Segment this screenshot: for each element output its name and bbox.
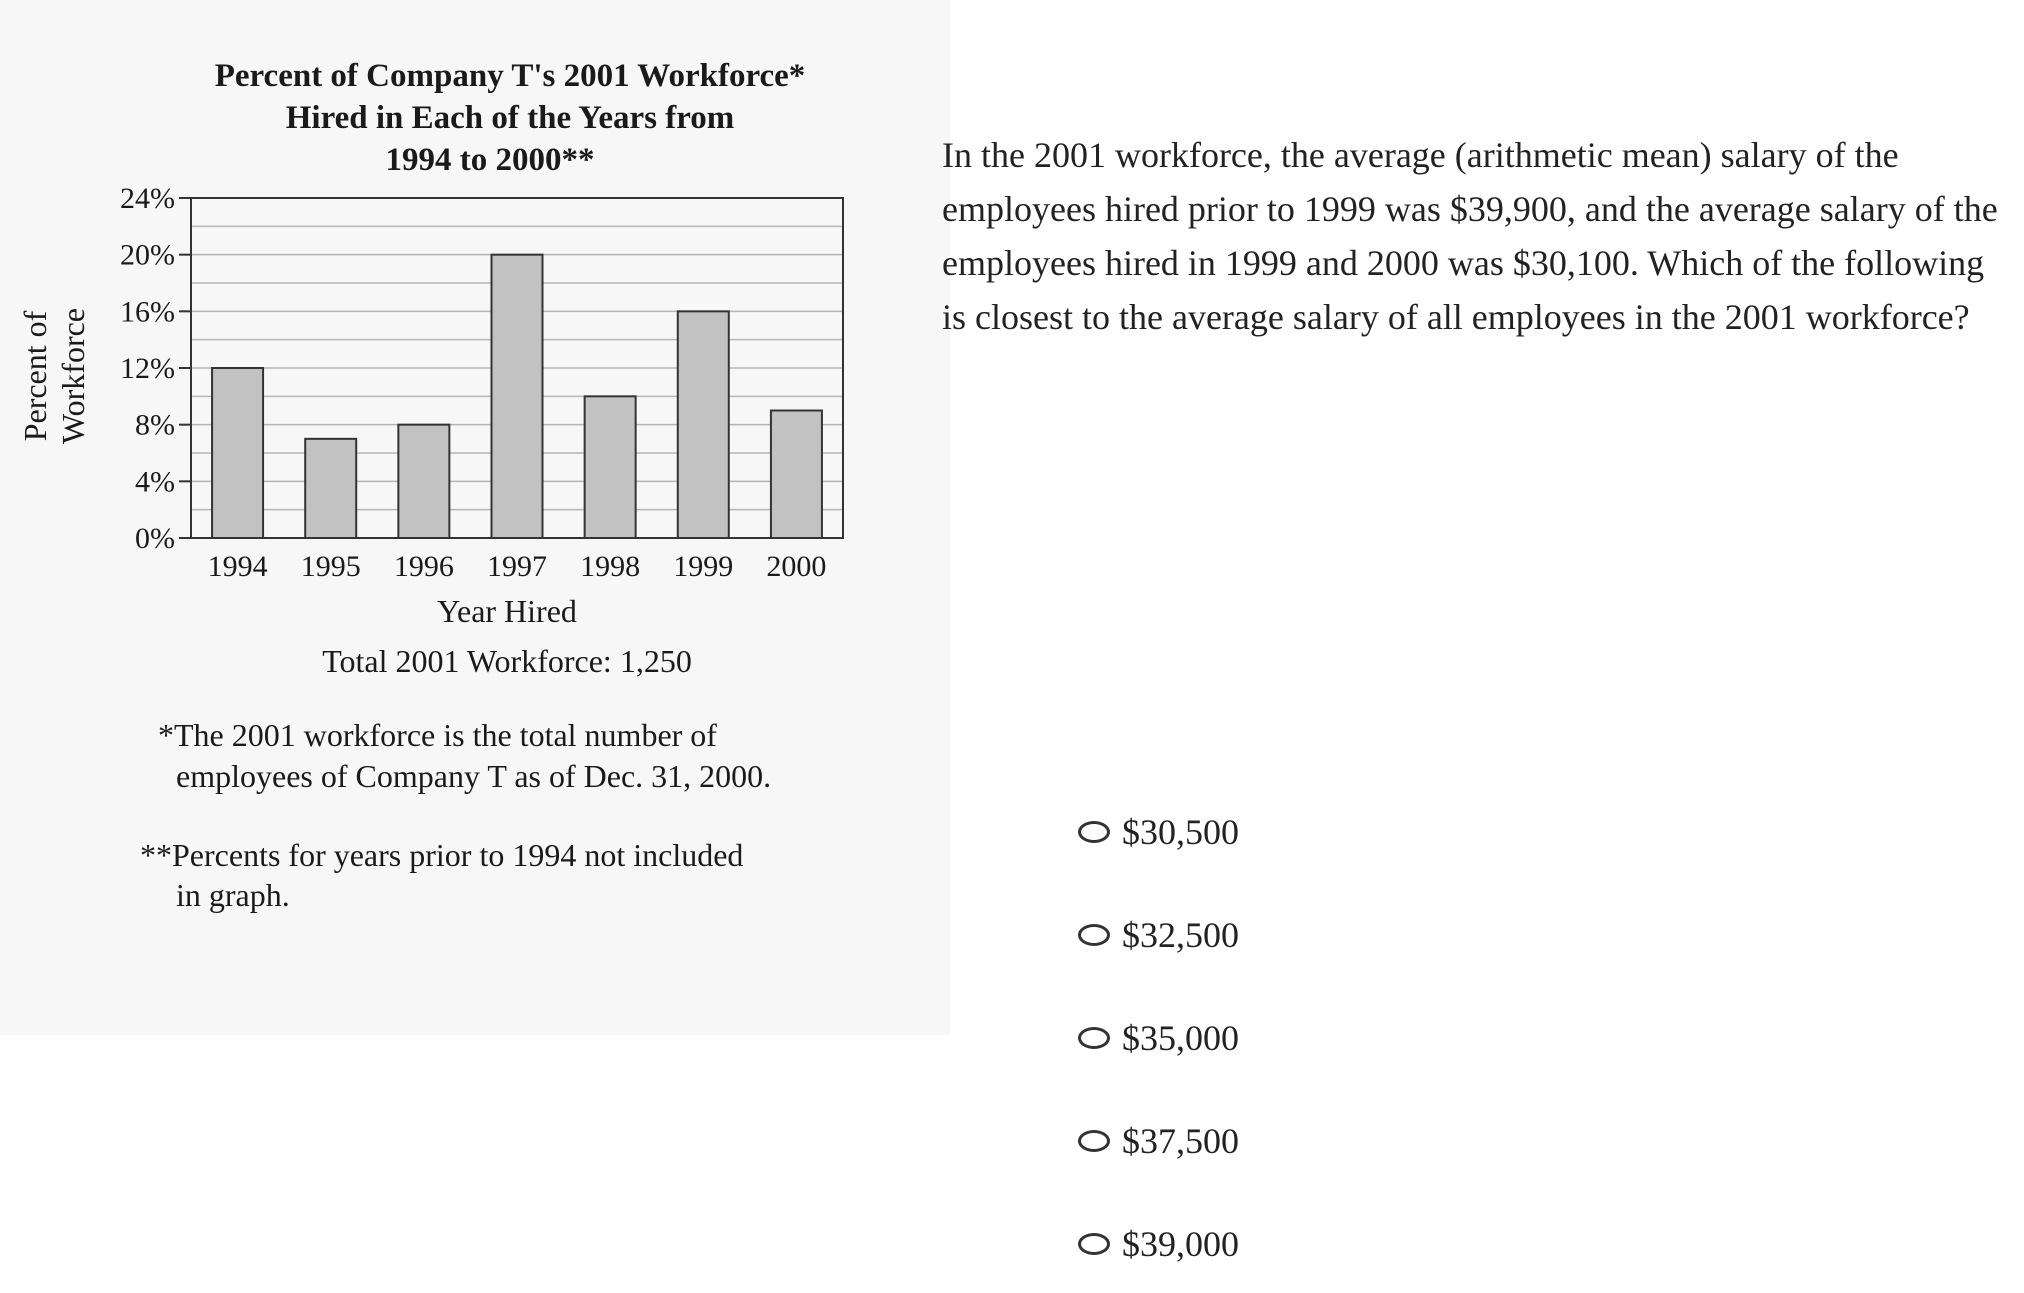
answer-option-label: $30,500 — [1122, 812, 1239, 852]
answer-option-label: $35,000 — [1122, 1018, 1239, 1058]
y-tick-label: 0% — [135, 522, 175, 555]
x-axis-label: Year Hired — [437, 593, 577, 629]
x-tick-label: 2000 — [766, 550, 827, 583]
radio-button-icon[interactable] — [1078, 1130, 1110, 1152]
x-tick-label: 1994 — [207, 550, 268, 583]
bar-2000 — [771, 411, 822, 539]
total-workforce-label: Total 2001 Workforce: 1,250 — [322, 643, 692, 679]
chart-title-line-2: Hired in Each of the Years from — [285, 100, 735, 136]
y-axis-label-line-1: Percent of — [17, 310, 53, 442]
y-axis-ticks — [120, 182, 191, 555]
x-tick-label: 1997 — [487, 550, 547, 583]
answer-option-2[interactable] — [1078, 907, 1239, 963]
chart-title-line-3: 1994 to 2000** — [385, 142, 595, 178]
footnote-2-line-1: **Percents for years prior to 1994 not included — [140, 837, 744, 873]
chart-figure — [0, 0, 950, 1035]
bar-1998 — [585, 396, 636, 538]
bar-1995 — [305, 439, 356, 538]
answer-option-label: $39,000 — [1122, 1224, 1239, 1264]
x-tick-label: 1999 — [673, 550, 734, 583]
y-tick-label: 16% — [120, 295, 175, 329]
y-tick-label: 24% — [120, 182, 175, 215]
chart-title-line-1: Percent of Company T's 2001 Workforce* — [214, 58, 806, 94]
footnote-1-line-2: employees of Company T as of Dec. 31, 2000. — [176, 758, 772, 794]
y-axis-label-line-2: Workforce — [55, 307, 91, 445]
answer-option-1[interactable] — [1078, 804, 1239, 860]
bar-1999 — [678, 311, 729, 538]
answer-option-5[interactable] — [1078, 1216, 1239, 1272]
y-tick-label: 4% — [135, 465, 175, 499]
radio-button-icon[interactable] — [1078, 1233, 1110, 1255]
answer-option-label: $37,500 — [1122, 1121, 1239, 1161]
radio-button-icon[interactable] — [1078, 924, 1110, 946]
y-tick-label: 8% — [135, 408, 175, 442]
bar-chart — [0, 0, 950, 1035]
x-tick-label: 1998 — [580, 550, 641, 583]
answer-option-4[interactable] — [1078, 1113, 1239, 1169]
x-tick-label: 1995 — [300, 550, 361, 583]
radio-button-icon[interactable] — [1078, 1027, 1110, 1049]
x-axis-ticks — [208, 550, 827, 583]
answer-option-label: $32,500 — [1122, 915, 1239, 955]
radio-button-icon[interactable] — [1078, 821, 1110, 843]
bar-1996 — [398, 425, 449, 538]
y-tick-label: 20% — [120, 238, 175, 272]
question-text: In the 2001 workforce, the average (arithmetic mean) salary of the employees hired prior to 1999 was $39,900, and the average salary of the employees hired in 1999 and 2000 was $30,100. Which of the following is closest to the average salary of all employees in the 2001 workforce? — [942, 135, 1998, 337]
footnote-1-line-1: *The 2001 workforce is the total number of — [158, 717, 717, 753]
bar-1994 — [212, 368, 263, 538]
bar-1997 — [492, 255, 543, 538]
y-tick-label: 12% — [120, 352, 175, 385]
x-tick-label: 1996 — [393, 550, 454, 583]
answer-option-3[interactable] — [1078, 1010, 1239, 1066]
footnote-2-line-2: in graph. — [176, 877, 290, 913]
